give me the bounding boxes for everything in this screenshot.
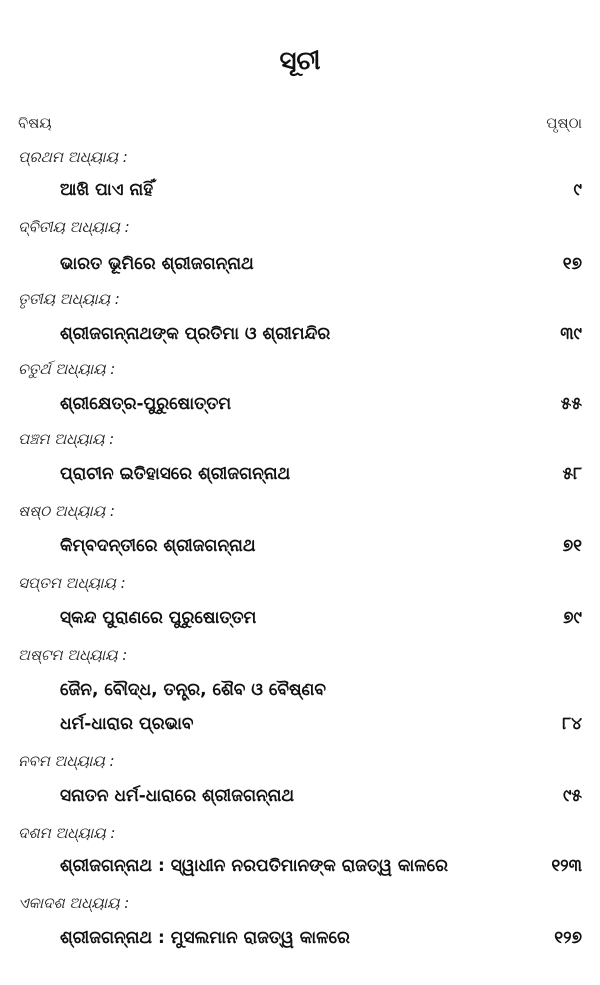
chapter-label: ପଞ୍ଚମ ଅଧ୍ୟାୟ :: [18, 430, 115, 448]
chapter-label: ଚତୁର୍ଥ ଅଧ୍ୟାୟ :: [18, 360, 116, 378]
chapter-title: ପ୍ରାଚୀନ ଇତିହାସରେ ଶ୍ରୀଜଗନ୍ନାଥ: [60, 464, 291, 484]
chapter-label: ନବମ ଅଧ୍ୟାୟ :: [18, 752, 115, 770]
page-number: ୫୮: [562, 464, 582, 484]
chapter-label: ଅଷ୍ଟମ ଅଧ୍ୟାୟ :: [18, 646, 128, 664]
page-title: ସୂଚୀ: [279, 46, 321, 76]
chapter-title: ଜୈନ, ବୌଦ୍ଧ, ତନ୍ତ୍ର, ଶୈବ ଓ ବୈଷ୍ଣବ: [60, 680, 326, 700]
chapter-title: ଶ୍ରୀଜଗନ୍ନାଥ : ସ୍ୱାଧୀନ ନରପତିମାନଙ୍କ ରାଜତ୍ୱ କାଳରେ: [60, 856, 448, 876]
page-number: ୩୯: [560, 324, 582, 344]
page-header: ପୃଷ୍ଠା: [546, 114, 582, 132]
chapter-title: ଆଖି ପାଏ ନାହିଁ: [60, 180, 154, 200]
chapter-label: ଏକାଦଶ ଅଧ୍ୟାୟ :: [18, 894, 130, 912]
chapter-title: ସନାତନ ଧର୍ମ-ଧାରାରେ ଶ୍ରୀଜଗନ୍ନାଥ: [60, 786, 295, 806]
chapter-title: ଭାରତ ଭୂମିରେ ଶ୍ରୀଜଗନ୍ନାଥ: [60, 254, 254, 274]
chapter-label: ତୃତୀୟ ଅଧ୍ୟାୟ :: [18, 290, 120, 308]
page-number: ୫୫: [560, 394, 582, 414]
chapter-label: ସପ୍ତମ ଅଧ୍ୟାୟ :: [18, 574, 126, 592]
page-number: ୮୪: [562, 714, 582, 734]
chapter-title: ସ୍କନ୍ଦ ପୁରାଣରେ ପୁରୁଷୋତ୍ତମ: [60, 608, 257, 628]
chapter-label: ପ୍ରଥମ ଅଧ୍ୟାୟ :: [18, 148, 128, 166]
chapter-label: ଦଶମ ଅଧ୍ୟାୟ :: [18, 824, 116, 842]
chapter-title: ଶ୍ରୀଜଗନ୍ନାଥ : ମୁସଲମାନ ରାଜତ୍ୱ କାଳରେ: [60, 928, 350, 948]
chapter-title-continued: ଧର୍ମ-ଧାରାର ପ୍ରଭାବ: [60, 714, 194, 734]
page-number: ୭୧: [562, 536, 582, 556]
chapter-label: ଦ୍ବିତୀୟ ଅଧ୍ୟାୟ :: [18, 218, 130, 236]
chapter-title: କିମ୍ବଦନ୍ତୀରେ ଶ୍ରୀଜଗନ୍ନାଥ: [60, 536, 256, 556]
page-number: ୭୯: [563, 608, 582, 628]
subject-header: ବିଷୟ: [18, 114, 52, 132]
page-number: ୧୨୭: [554, 928, 582, 948]
chapter-title: ଶ୍ରୀକ୍ଷେତ୍ର-ପୁରୁଷୋତ୍ତମ: [60, 394, 232, 414]
chapter-title: ଶ୍ରୀଜଗନ୍ନାଥଙ୍କ ପ୍ରତିମା ଓ ଶ୍ରୀମନ୍ଦିର: [60, 324, 331, 344]
page-number: ୯: [573, 180, 582, 200]
page-number: ୧୭: [562, 254, 582, 274]
page-number: ୯୫: [562, 786, 582, 806]
page-number: ୧୨୩: [551, 856, 582, 876]
chapter-label: ଷଷ୍ଠ ଅଧ୍ୟାୟ :: [18, 502, 115, 520]
